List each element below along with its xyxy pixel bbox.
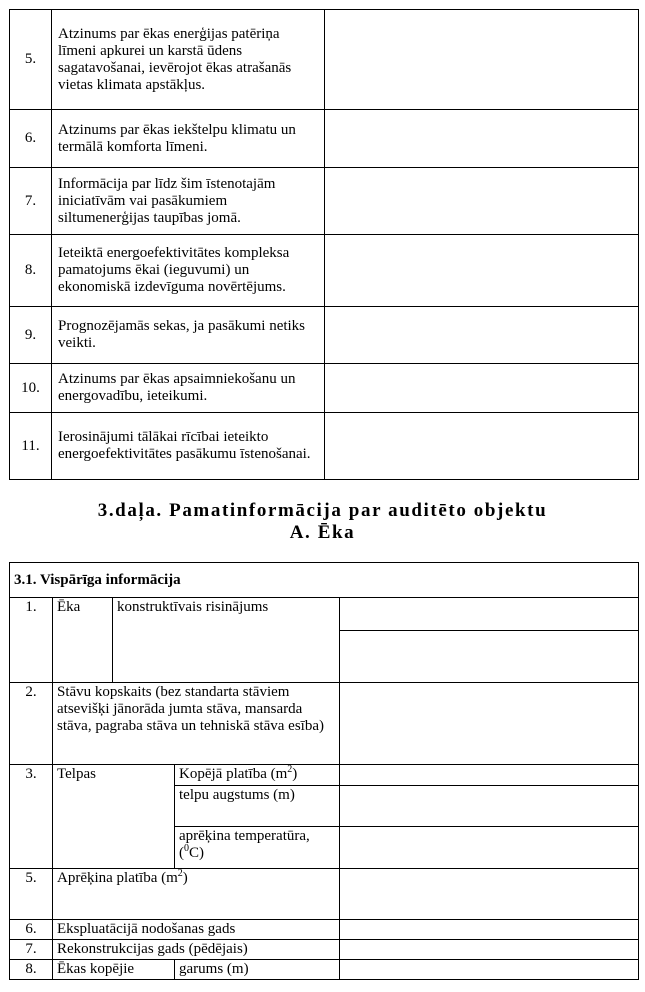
row-number: 5.: [10, 869, 53, 920]
answer-cell[interactable]: [325, 307, 639, 364]
label-text: Aprēķina platība (m: [57, 870, 178, 886]
row-number: 8.: [10, 960, 53, 980]
answer-cell[interactable]: [325, 413, 639, 480]
table-row: [10, 10, 639, 110]
row-number: 6.: [10, 920, 53, 940]
answer-cell[interactable]: [325, 235, 639, 307]
row-sublabel: garums (m): [175, 960, 340, 980]
superscript: 2: [177, 868, 183, 879]
table-row: [10, 110, 639, 168]
row-number: 1.: [10, 598, 53, 683]
row-sublabel: konstruktīvais risinājums: [113, 598, 340, 683]
sublabel-text: Kopējā platība (m: [179, 766, 288, 782]
row-sublabel: telpu augstums (m): [175, 786, 340, 827]
section-title: 3.1. Vispārīga informācija: [10, 563, 639, 598]
row-label: Telpas: [53, 765, 175, 869]
answer-cell[interactable]: [340, 869, 639, 920]
row-label: [53, 869, 340, 920]
row-sublabel: [175, 765, 340, 786]
row-number: 8.: [10, 235, 52, 307]
answer-cell[interactable]: [340, 683, 639, 765]
row-number: 10.: [10, 364, 52, 413]
answer-cell[interactable]: [340, 598, 639, 631]
answer-cell[interactable]: [325, 10, 639, 110]
row-number: 7.: [10, 168, 52, 235]
row-number: 7.: [10, 940, 53, 960]
answer-cell[interactable]: [325, 364, 639, 413]
answer-cell[interactable]: [340, 920, 639, 940]
answer-cell[interactable]: [340, 940, 639, 960]
answer-cell[interactable]: [325, 110, 639, 168]
row-number: 3.: [10, 765, 53, 869]
table-row: [10, 235, 639, 307]
table-row: [10, 364, 639, 413]
sublabel-end: C): [189, 845, 204, 861]
row-label: Rekonstrukcijas gads (pēdējais): [53, 940, 340, 960]
answer-cell[interactable]: [340, 765, 639, 786]
row-text: Prognozējamās sekas, ja pasākumi netiks veikti.: [52, 307, 325, 364]
table-row: [10, 869, 639, 920]
row-label: Ēka: [53, 598, 113, 683]
part3-subheading: A. Ēka: [289, 522, 356, 543]
row-text: Ieteiktā energoefektivitātes kompleksa pamatojums ēkai (ieguvumi) un ekonomiskā izdevīguma novērtējums.: [52, 235, 325, 307]
part3-heading: 3.daļa. Pamatinformācija par auditēto objektu: [97, 500, 548, 521]
row-number: 5.: [10, 10, 52, 110]
recommendations-table: [9, 9, 639, 480]
answer-cell[interactable]: [325, 168, 639, 235]
table-row: [10, 960, 639, 980]
row-number: 2.: [10, 683, 53, 765]
table-row: [10, 765, 639, 786]
table-row: [10, 413, 639, 480]
answer-cell[interactable]: [340, 827, 639, 869]
row-label: Ekspluatācijā nodošanas gads: [53, 920, 340, 940]
label-end: ): [182, 870, 188, 886]
table-row: [10, 307, 639, 364]
row-number: 11.: [10, 413, 52, 480]
row-text: Ierosinājumi tālākai rīcībai ieteikto energoefektivitātes pasākumu īstenošanai.: [52, 413, 325, 480]
row-label: Ēkas kopējie: [53, 960, 175, 980]
table-row: [10, 920, 639, 940]
row-text: Atzinums par ēkas enerģijas patēriņa līmeni apkurei un karstā ūdens sagatavošanai, ievērojot ēkas atrašanās vietas klimata apstākļus.: [52, 10, 325, 110]
table-row: [10, 940, 639, 960]
sublabel-end: ): [292, 766, 298, 782]
table-row: [10, 563, 639, 598]
general-info-table: [9, 562, 639, 980]
row-text: Atzinums par ēkas apsaimniekošanu un energovadību, ieteikumi.: [52, 364, 325, 413]
row-sublabel: [175, 827, 340, 869]
row-text: Informācija par līdz šim īstenotajām iniciatīvām vai pasākumiem siltumenerģijas taupības jomā.: [52, 168, 325, 235]
superscript: 2: [287, 764, 293, 775]
row-number: 9.: [10, 307, 52, 364]
table-row: [10, 683, 639, 765]
row-number: 6.: [10, 110, 52, 168]
superscript: 0: [184, 843, 189, 854]
table-row: [10, 168, 639, 235]
sublabel-text: aprēķina temperatūra, (: [179, 828, 310, 861]
row-label: Stāvu kopskaits (bez standarta stāviem atsevišķi jānorāda jumta stāva, mansarda stāva, pagraba stāva un tehniskā stāva esība): [53, 683, 340, 765]
table-row: [10, 598, 639, 631]
row-text: Atzinums par ēkas iekštelpu klimatu un termālā komforta līmeni.: [52, 110, 325, 168]
answer-cell[interactable]: [340, 631, 639, 683]
answer-cell[interactable]: [340, 960, 639, 980]
answer-cell[interactable]: [340, 786, 639, 827]
